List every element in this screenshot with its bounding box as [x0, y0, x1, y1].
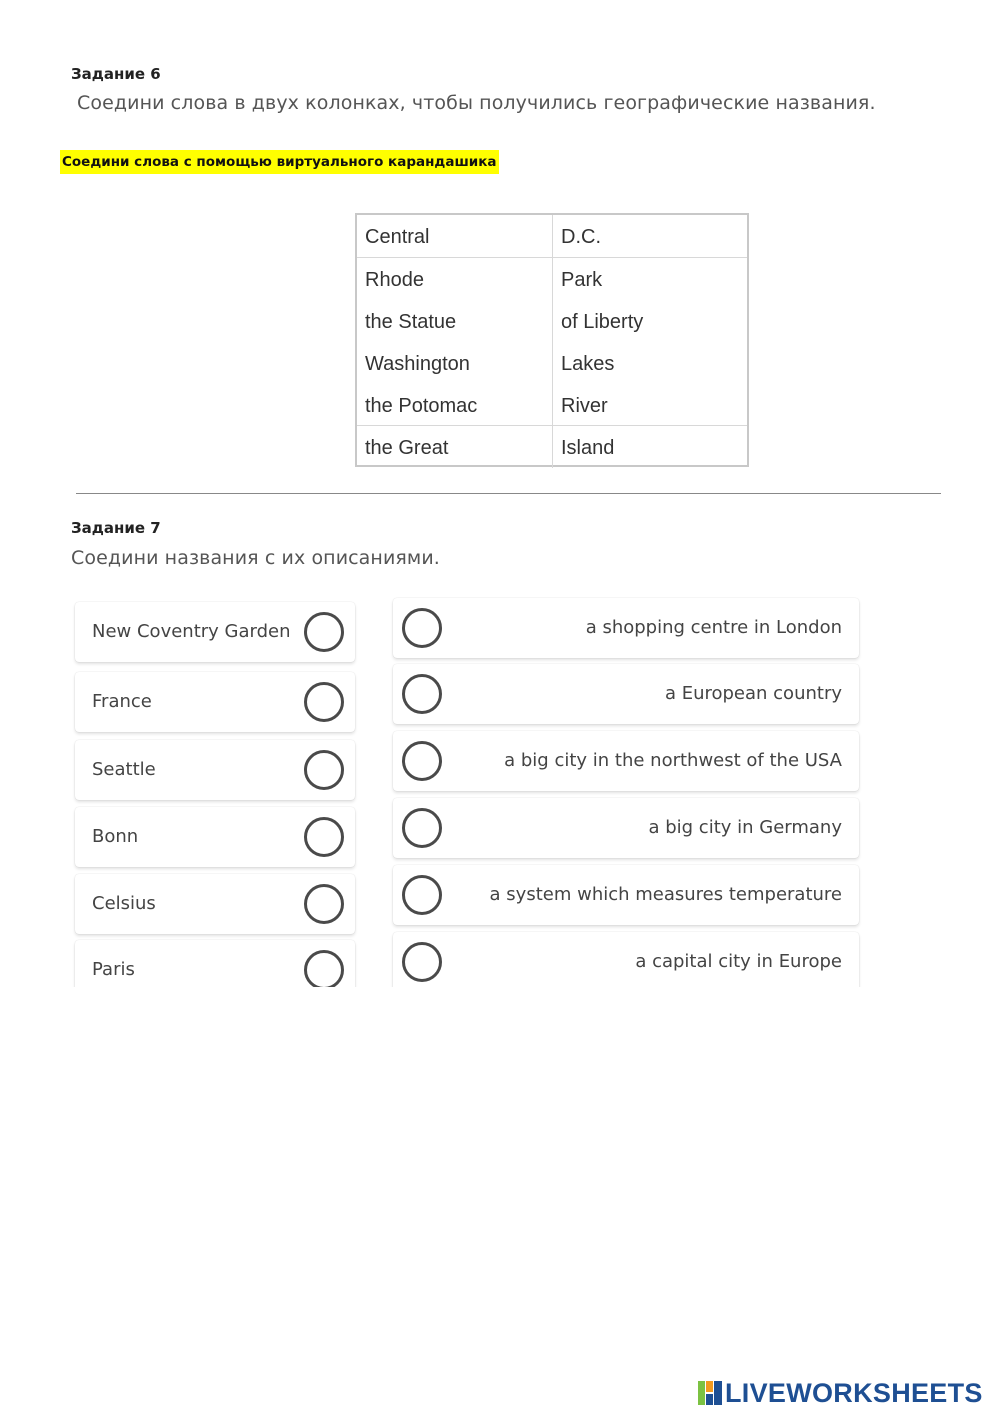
table-row [357, 342, 747, 384]
table-cell-right[interactable]: Park [561, 269, 603, 291]
table-cell-left[interactable]: the Statue [357, 300, 553, 342]
liveworksheets-logo-icon [698, 1381, 722, 1405]
match-right-item [393, 798, 859, 858]
task6-instruction: Соедини слова в двух колонках, чтобы получились географические названия. [77, 92, 876, 114]
match-left-label: Celsius [92, 893, 156, 914]
match-circle-icon[interactable] [402, 942, 442, 982]
match-left-label: Seattle [92, 759, 156, 780]
table-cell-right[interactable]: Lakes [561, 353, 615, 375]
match-right-item [393, 731, 859, 791]
table-cell-right[interactable]: D.C. [561, 226, 601, 248]
match-right-item [393, 598, 859, 658]
match-circle-icon[interactable] [304, 750, 344, 790]
highlight-note: Соедини слова с помощью виртуального карандашика [60, 150, 499, 174]
match-left-label: Bonn [92, 826, 139, 847]
table-cell-left[interactable]: the Great [357, 426, 553, 468]
match-right-item [393, 932, 859, 992]
match-left-item [75, 672, 355, 732]
match-circle-icon[interactable] [304, 950, 344, 990]
match-right-item [393, 664, 859, 724]
match-right-label: a European country [664, 683, 842, 704]
task6-label: Задание 6 [71, 65, 161, 83]
match-circle-icon[interactable] [402, 875, 442, 915]
task7-instruction: Соедини названия с их описаниями. [71, 547, 440, 569]
match-left-item [75, 807, 355, 867]
match-left-item [75, 602, 355, 662]
match-left-item [75, 740, 355, 800]
match-right-label: a system which measures temperature [489, 884, 842, 905]
task7-label: Задание 7 [71, 519, 161, 537]
match-circle-icon[interactable] [304, 682, 344, 722]
match-left-label: France [92, 691, 152, 712]
match-left-item [75, 874, 355, 934]
match-circle-icon[interactable] [402, 608, 442, 648]
table-cell-left[interactable]: Rhode [357, 258, 553, 300]
match-right-label: a big city in the northwest of the USA [504, 750, 842, 771]
section-divider [76, 493, 941, 494]
match-left-label: New Coventry Garden [92, 621, 291, 642]
table-row [357, 384, 747, 426]
crop-mask [60, 987, 880, 1017]
words-table [355, 213, 749, 467]
match-right-label: a big city in Germany [648, 817, 842, 838]
table-row [357, 300, 747, 342]
match-circle-icon[interactable] [304, 884, 344, 924]
logo-text: LIVEWORKSHEETS [725, 1378, 983, 1408]
match-circle-icon[interactable] [402, 808, 442, 848]
table-cell-left[interactable]: Washington [357, 342, 553, 384]
table-cell-left[interactable]: Central [357, 215, 553, 257]
table-cell-right[interactable]: River [561, 395, 608, 417]
match-right-item [393, 865, 859, 925]
match-circle-icon[interactable] [402, 741, 442, 781]
match-circle-icon[interactable] [402, 674, 442, 714]
table-row [357, 258, 747, 300]
match-right-label: a shopping centre in London [585, 617, 842, 638]
table-cell-right[interactable]: Island [561, 437, 615, 459]
table-row [357, 426, 747, 468]
match-left-label: Paris [92, 959, 135, 980]
table-cell-left[interactable]: the Potomac [357, 384, 553, 426]
match-right-label: a capital city in Europe [635, 951, 842, 972]
table-cell-right[interactable]: of Liberty [561, 311, 644, 333]
match-circle-icon[interactable] [304, 817, 344, 857]
match-circle-icon[interactable] [304, 612, 344, 652]
table-row [357, 215, 747, 257]
